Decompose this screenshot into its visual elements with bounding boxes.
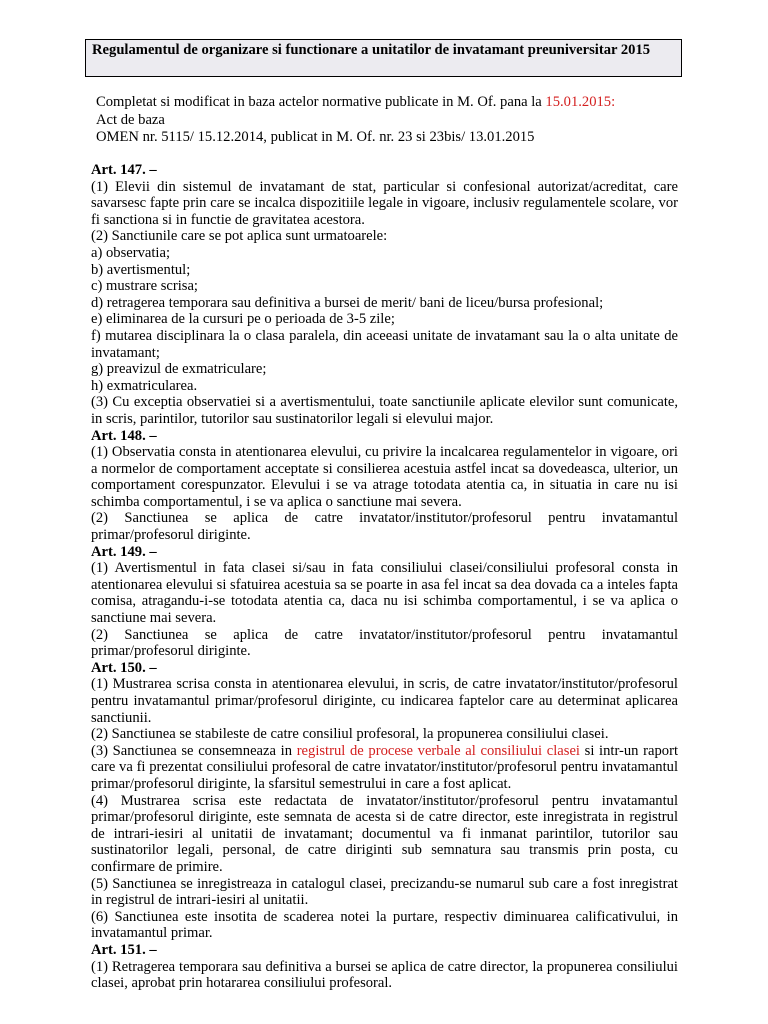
article-147-item-c: c) mustrare scrisa; [91, 278, 198, 295]
article-149-para-1: (1) Avertismentul in fata clasei si/sau in fata consiliului clasei/consiliului profesoral consta in atentionarea elevului si sfatuirea acestuia sa se poarte in asa fel incat sa dea dovada ca a inteles fapta comisa, atragandu-i-se totodata atentia ca, daca nu isi schimba comportamentul, i se va aplica o sanctiune mai severa. [91, 560, 678, 627]
article-150-para-3-prefix: (3) Sanctiunea se consemneaza in [91, 742, 297, 759]
article-147-item-b: b) avertismentul; [91, 261, 191, 278]
article-147-item-g: g) preavizul de exmatriculare; [91, 361, 267, 378]
article-147-item-e: e) eliminarea de la cursuri pe o perioada de 3-5 zile; [91, 311, 395, 328]
article-147-para-3: (3) Cu exceptia observatiei si a avertismentului, toate sanctiunile aplicate elevilor sunt comunicate, in scris, parintilor, tutorilor sau sustinatorilor legali si elevului major. [91, 394, 678, 427]
article-148-para-2: (2) Sanctiunea se aplica de catre invatator/institutor/profesorul pentru invatamantul primar/profesorul diriginte. [91, 510, 678, 544]
article-147-item-a: a) observatia; [91, 244, 171, 261]
article-147-heading: Art. 147. – [91, 162, 157, 178]
document-title-text: Regulamentul de organizare si functionare a unitatilor de invatamant preuniversitar 2015 [92, 42, 651, 58]
article-148-para-1: (1) Observatia consta in atentionarea elevului, cu privire la incalcarea regulamentelor in vigoare, ori a normelor de comportament acceptate si consilierea acestuia astfel incat sa dovedeasca, ulterior, un comportament corespunzator. Elevului i se va atrage totodata atentia ca, in situatia in care nu isi schimba comportamentul, i se va aplica o sanctiune mai severa. [91, 444, 678, 510]
intro-line-2: Act de baza [96, 111, 165, 128]
article-147-item-d: d) retragerea temporara sau definitiva a bursei de merit/ bani de liceu/bursa profesional; [91, 294, 604, 311]
document-title [85, 39, 682, 77]
article-150-para-3-suffix: si intr-un raport care va fi prezentat consiliului profesoral de catre invatator/institutor/profesorul pentru invatamantul primar/profesorul diriginte, la sfarsitul semestrului in care a fost aplicat. [91, 742, 678, 792]
article-148-heading: Art. 148. – [91, 427, 157, 444]
article-150-para-6: (6) Sanctiunea este insotita de scaderea notei la purtare, respectiv diminuarea calificativului, in invatamantul primar. [91, 908, 678, 942]
article-150-para-3-highlight: registrul de procese verbale al consiliului clasei [296, 742, 580, 759]
article-147-item-h: h) exmatricularea. [91, 377, 198, 394]
intro-line-1-text: Completat si modificat in baza actelor normative publicate in M. Of. pana la [96, 94, 546, 110]
article-150-para-5: (5) Sanctiunea se inregistreaza in catalogul clasei, precizandu-se numarul sub care a fost inregistrat in registrul de intrari-iesiri al unitatii. [91, 875, 678, 909]
article-150-para-3 [91, 743, 678, 793]
article-151-heading: Art. 151. – [91, 941, 157, 958]
article-151-para-1: (1) Retragerea temporara sau definitiva a bursei se aplica de catre director, la propunerea consiliului clasei, aprobat prin hotararea consiliului profesoral. [91, 958, 678, 992]
article-147-para-1: (1) Elevii din sistemul de invatamant de stat, particular si confesional autorizat/acreditat, care savarsesc fapte prin care se incalca dispozitiile legale in vigoare, inclusiv regulamentele scolare, vor fi sanctiona si in functie de gravitatea acestora. [91, 178, 678, 228]
article-150-para-4: (4) Mustrarea scrisa este redactata de invatator/institutor/profesorul pentru invatamantul primar/profesorul diriginte, este semnata de acesta si de catre director, este inregistrata in registrul de intrari-iesiri al unitatii de invatamant; documentul va fi inmanat parintilor, tutorilor sau sustinatorilor legali, personal, de catre diriginti sub semnatura sau transmis prin posta, cu confirmare de primire. [91, 792, 678, 875]
articles-body [91, 162, 678, 992]
article-149-para-2: (2) Sanctiunea se aplica de catre invatator/institutor/profesorul pentru invatamantul primar/profesorul diriginte. [91, 626, 678, 660]
article-147-item-f: f) mutarea disciplinara la o clasa paralela, din aceeasi unitate de invatamant sau la o alta unitate de invatamant; [91, 327, 678, 361]
article-147-para-2: (2) Sanctiunile care se pot aplica sunt urmatoarele: [91, 228, 388, 245]
intro-block [96, 94, 696, 147]
intro-date: 15.01.2015: [545, 94, 616, 110]
intro-line-1 [96, 94, 696, 112]
intro-line-3: OMEN nr. 5115/ 15.12.2014, publicat in M. Of. nr. 23 si 23bis/ 13.01.2015 [96, 129, 535, 145]
article-150-para-2: (2) Sanctiunea se stabileste de catre consiliul profesoral, la propunerea consiliului clasei. [91, 726, 609, 743]
article-150-heading: Art. 150. – [91, 659, 157, 676]
article-150-para-1: (1) Mustrarea scrisa consta in atentionarea elevului, in scris, de catre invatator/institutor/profesorul pentru invatamantul primar/profesorul diriginte, cu indicarea faptelor care au determinat aplicarea sanctiunii. [91, 676, 678, 726]
article-149-heading: Art. 149. – [91, 543, 157, 560]
